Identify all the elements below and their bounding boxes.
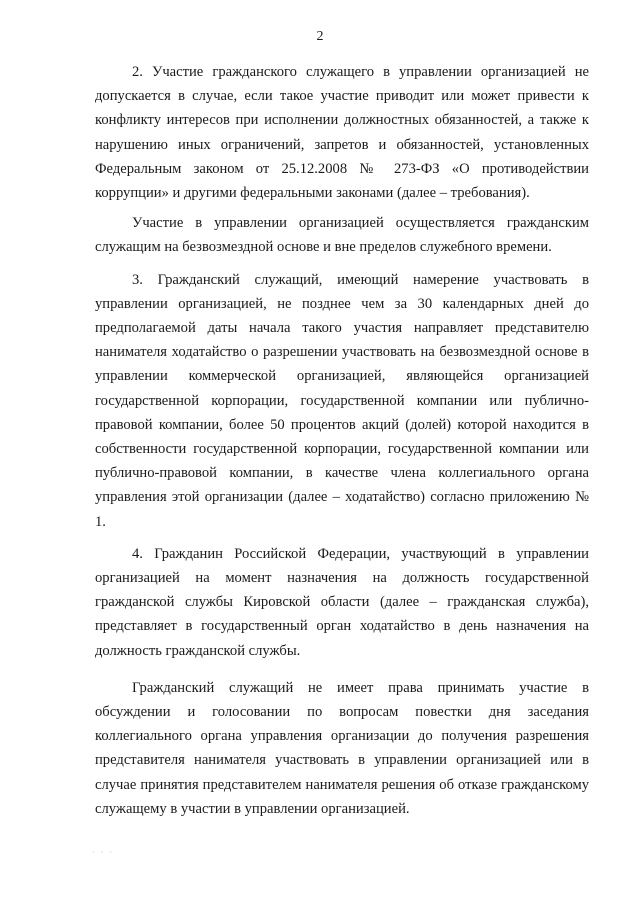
paragraph-3: 3. Гражданский служащий, имеющий намерение участвовать в управлении организацией, не позднее чем за 30 календарных дней до предполагаемой даты начала такого участия направляет представителю нанимателя ходатайство о разрешении участвовать на безвозмездной основе в управлении коммерческой организацией, являющейся организацией государственной корпорации, государственной компании или публично-правовой компании, более 50 процентов акций (долей) которой находится в собственности государственной корпорации, государственной компании или публично-правовой компании, в качестве члена коллегиального органа управления этой организации (далее – ходатайство) согласно приложению № 1.	[95, 271, 589, 530]
paragraph-4-continued: Гражданский служащий не имеет права принимать участие в обсуждении и голосовании по вопросам повестки дня заседания коллегиального органа управления организации до получения разрешения представителя нанимателя участвовать в управлении организацией или в случае принятия представителем нанимателя решения об отказе гражданскому служащему в участии в управлении организацией.	[95, 679, 589, 817]
document-body	[95, 60, 589, 821]
paragraph-2: 2. Участие гражданского служащего в управлении организацией не допускается в случае, если такое участие приводит или может привести к конфликту интересов при исполнении должностных обязанностей, а также к нарушению иных ограничений, запретов и обязанностей, установленных Федеральным законом от 25.12.2008 № 273-ФЗ «О противодействии коррупции» и другими федеральными законами (далее – требования).	[95, 64, 589, 202]
paragraph-2-continued: Участие в управлении организацией осуществляется гражданским служащим на безвозмездной основе и вне пределов служебного времени.	[95, 215, 589, 256]
scan-dust-mark: · · ·	[92, 848, 114, 857]
page-number: 2	[316, 29, 324, 44]
paragraph-4: 4. Гражданин Российской Федерации, участвующий в управлении организацией на момент назначения на должность государственной гражданской службы Кировской области (далее – гражданская служба), представляет в государственный орган ходатайство в день назначения на должность гражданской службы.	[95, 545, 589, 659]
